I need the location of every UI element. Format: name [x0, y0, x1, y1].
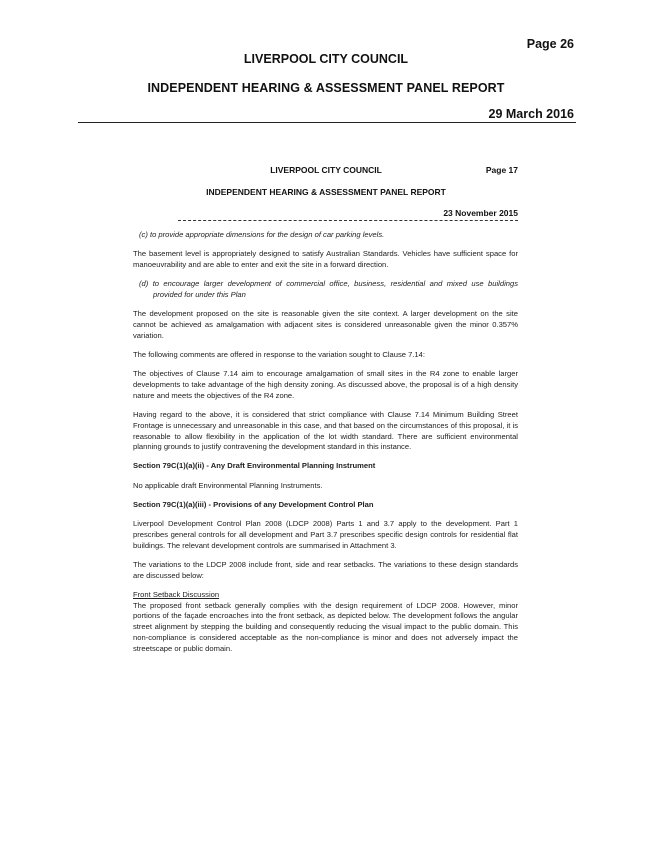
inner-council-name: LIVERPOOL CITY COUNCIL: [270, 165, 382, 175]
outer-council-name: LIVERPOOL CITY COUNCIL: [243, 52, 409, 66]
outer-page-number: Page 26: [526, 37, 574, 51]
objective-item-c: (c) to provide appropriate dimensions for the design of car parking levels.: [139, 230, 385, 239]
section-heading: Section 79C(1)(a)(iii) - Provisions of any Development Control Plan: [133, 499, 374, 509]
outer-report-date: 29 March 2016: [488, 107, 574, 121]
paragraph: Liverpool Development Control Plan 2008 (LDCP 2008) Parts 1 and 3.7 apply to the development. Part 1 prescribes general controls for all development and Part 3.7 prescribes specific design controls for residential flat buildings. The relevant development controls are summarised in Attachment 3.: [133, 519, 518, 550]
paragraph: Having regard to the above, it is considered that strict compliance with Clause 7.14 Minimum Building Street Frontage is unnecessary and unreasonable in this case, and that based on the circumstances of this proposal, it is reasonable to allow flexibility in the application of the lot width standard. There are sufficient environmental planning grounds to justify contravening the development standard in this instance.: [133, 409, 518, 452]
inner-report-title: INDEPENDENT HEARING & ASSESSMENT PANEL REPORT: [206, 187, 446, 197]
paragraph: The development proposed on the site is reasonable given the site context. A larger development on the site cannot be achieved as amalgamation with adjacent sites is considered unreasonable given the minor 0.357% variation.: [133, 309, 518, 340]
inner-page-number: Page 17: [485, 165, 518, 175]
paragraph: The proposed front setback generally complies with the design requirement of LDCP 2008. However, minor portions of the façade encroaches into the front setback, as depicted below. The development follows the angular street alignment by stepping the building and consequently reducing the visual impact to the public domain. This non-compliance is considered acceptable as the non-compliance is minor and does not adversely impact the streetscape or public domain.: [133, 600, 518, 653]
paragraph: The objectives of Clause 7.14 aim to encourage amalgamation of small sites in the R4 zone to enable larger developments to take advantage of the high density zoning. As discussed above, the proposal is of a high density nature and meets the objectives of the R4 zone.: [133, 369, 518, 400]
outer-report-title: INDEPENDENT HEARING & ASSESSMENT PANEL REPORT: [147, 81, 505, 95]
paragraph: The variations to the LDCP 2008 include front, side and rear setbacks. The variations to these design standards are discussed below:: [133, 559, 518, 580]
section-heading: Section 79C(1)(a)(ii) - Any Draft Environmental Planning Instrument: [133, 461, 376, 471]
paragraph: The basement level is appropriately designed to satisfy Australian Standards. Vehicles have sufficient space for manoeuvrability and are able to enter and exit the site in a forward direction.: [133, 249, 518, 269]
inner-report-date: 23 November 2015: [443, 208, 518, 218]
objective-item-d: (d) to encourage larger development of commercial office, business, residential and mixed use buildings provided for under this Plan: [139, 279, 518, 299]
outer-header-rule: [78, 122, 576, 123]
report-body: [133, 230, 518, 663]
paragraph: No applicable draft Environmental Planning Instruments.: [133, 480, 323, 490]
paragraph: The following comments are offered in response to the variation sought to Clause 7.14:: [133, 349, 425, 359]
inner-header-rule: [178, 220, 518, 221]
subsection-heading: Front Setback Discussion: [133, 589, 220, 599]
